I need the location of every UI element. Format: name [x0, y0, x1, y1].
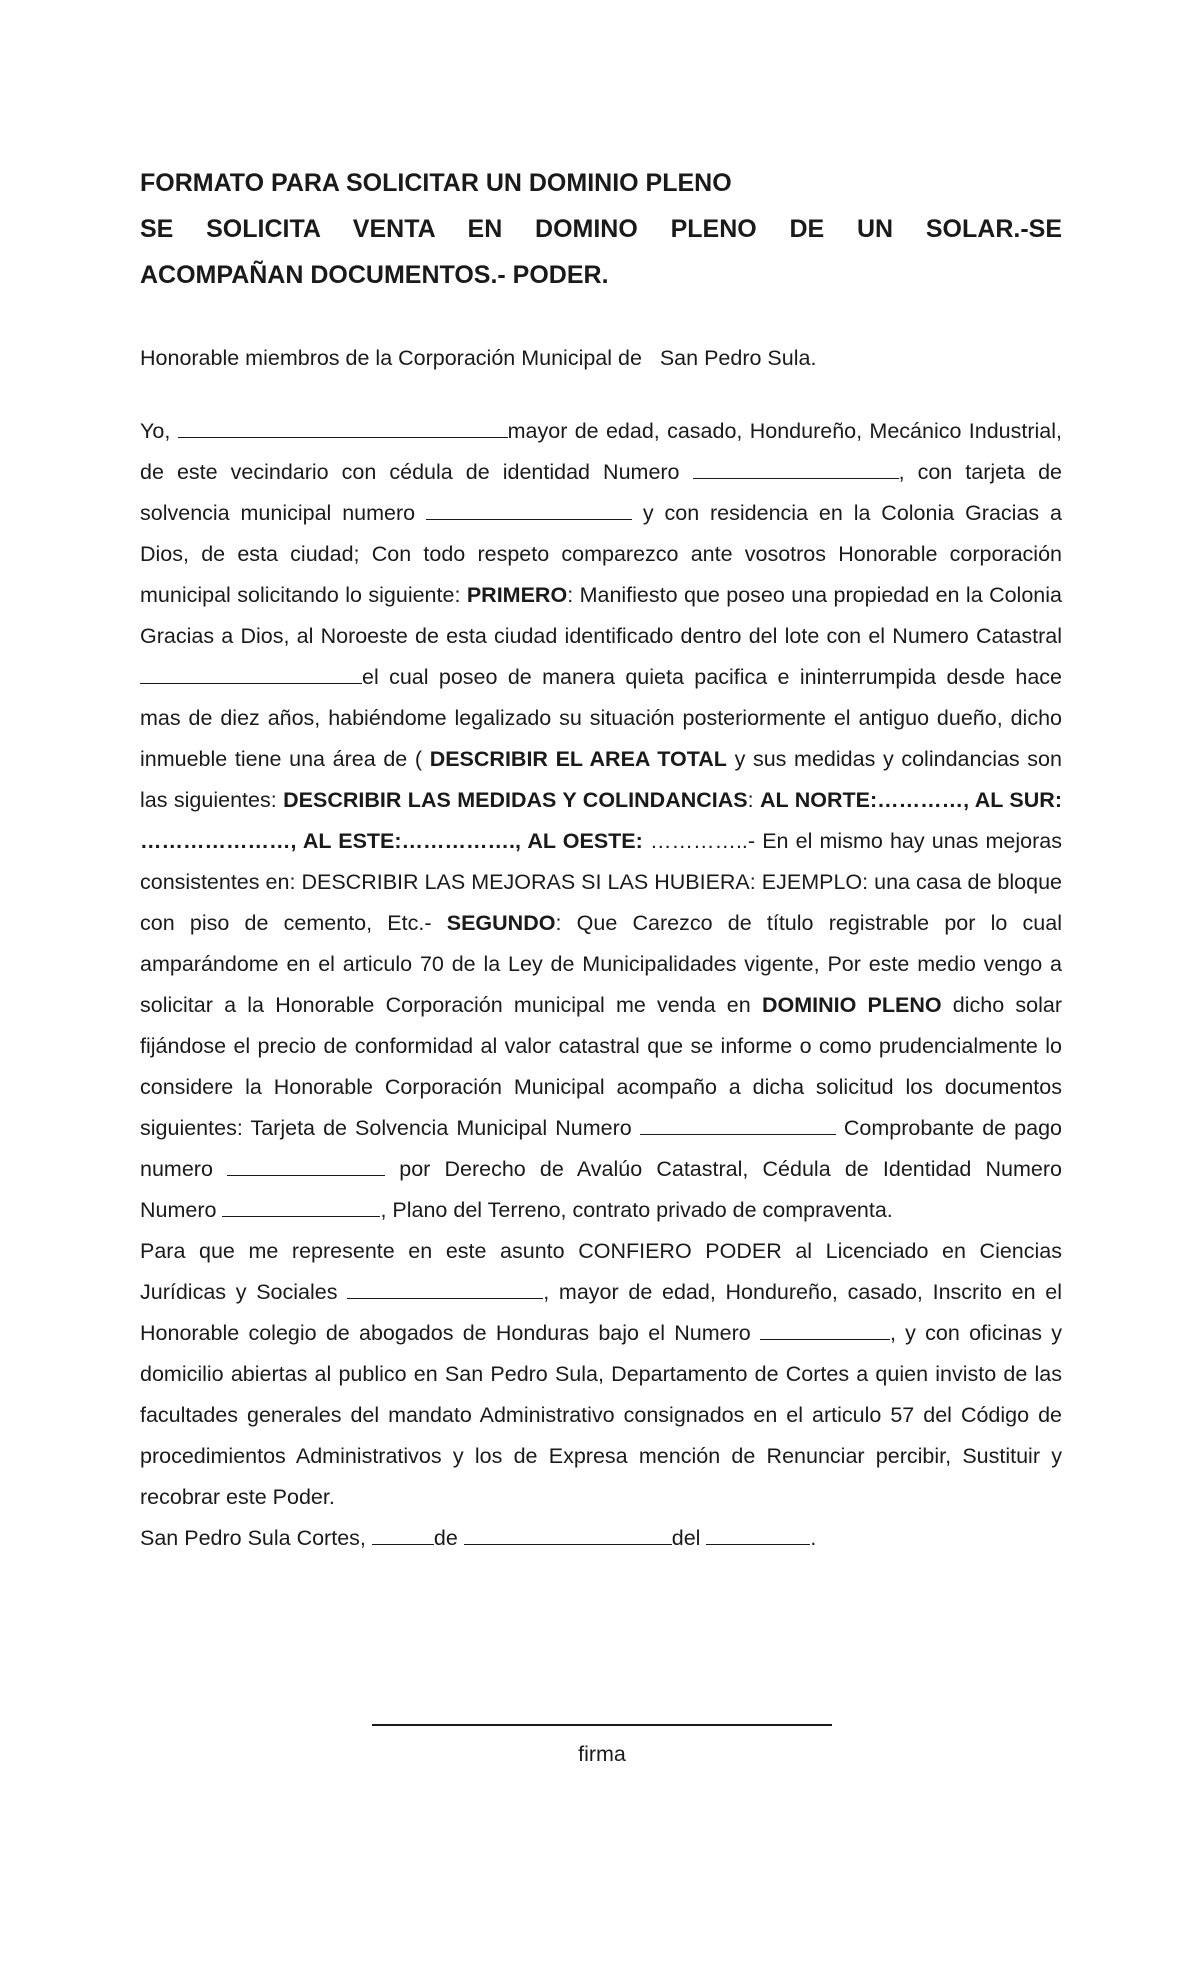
body-text-13: por Derecho de Avalúo Catastral, Cédula de Identidad Numero Numero	[140, 1157, 1063, 1222]
identity-card-number-blank[interactable]	[222, 1198, 380, 1217]
poder-text-2: , mayor de edad, Hondureño, casado, Inscrito en el Honorable colegio de abogados de Honduras bajo el Numero	[140, 1280, 1063, 1345]
dateline-text-1: San Pedro Sula Cortes,	[140, 1526, 372, 1550]
medidas-label: DESCRIBIR LAS MEDIDAS Y COLINDANCIAS	[283, 788, 748, 812]
body-text-11: dicho solar fijándose el precio de conformidad al valor catastral que se informe o como prudencialmente lo considere la Honorable Corporación Municipal acompaño a dicha solicitud los documentos siguientes: Tarjeta de Solvencia Municipal Numero	[140, 993, 1062, 1140]
subtitle-line-1: SE SOLICITA VENTA EN DOMINO PLENO DE UN SOLAR.-SE	[140, 215, 1062, 243]
poder-text-3: , y con oficinas y domicilio abiertas al publico en San Pedro Sula, Departamento de Cortes a quien invisto de las facultades generales del mandato Administrativo consignados en el articulo 57 del Código de procedimientos Administrativos y los de Expresa mención de Renunciar percibir, Sustituir y recobrar este Poder.	[140, 1321, 1062, 1509]
salutation: Honorable miembros de la Corporación Municipal de San Pedro Sula.	[140, 346, 817, 370]
request-paragraph	[140, 411, 1062, 1231]
primero-label: PRIMERO	[466, 583, 568, 607]
subtitle-line-2: ACOMPAÑAN DOCUMENTOS.- PODER.	[140, 261, 609, 289]
document-title: FORMATO PARA SOLICITAR UN DOMINIO PLENO	[140, 169, 732, 197]
year-blank[interactable]	[706, 1526, 810, 1545]
body-text-5: : Manifiesto que poseo una propiedad en la Colonia Gracias a Dios, al Noroeste de esta ciudad identificado dentro del lote con el Numero Catastral	[140, 583, 1062, 648]
dominio-pleno-label: DOMINIO PLENO	[761, 993, 942, 1017]
poder-text-1: Para que me represente en este asunto CONFIERO PODER al Licenciado en Ciencias Jurídicas y Sociales	[140, 1239, 1062, 1304]
body-text-7: y sus medidas y colindancias son las siguientes:	[140, 747, 1062, 812]
body-text-2: mayor de edad, casado, Hondureño, Mecánico Industrial, de este vecindario con cédula de identidad Numero	[140, 419, 1062, 484]
body-text-14: , Plano del Terreno, contrato privado de compraventa.	[380, 1198, 893, 1222]
name-blank[interactable]	[178, 419, 508, 438]
dateline-text-2: de	[433, 1526, 464, 1550]
lawyer-name-blank[interactable]	[347, 1280, 543, 1299]
body-text-1: Yo,	[140, 419, 178, 443]
body-text-10: : Que Carezco de título registrable por lo cual amparándome en el articulo 70 de la Ley de Municipalidades vigente, Por este medio vengo a solicitar a la Honorable Corporación municipal me venda en	[140, 911, 1062, 1017]
solvency-card-number-blank[interactable]	[640, 1116, 836, 1135]
body-text-4: y con residencia en la Colonia Gracias a Dios, de esta ciudad; Con todo respeto comparezco ante vosotros Honorable corporación municipal solicitando lo siguiente:	[140, 501, 1062, 607]
dateline-text-4: .	[810, 1526, 817, 1550]
area-total-label: DESCRIBIR EL AREA TOTAL	[429, 747, 727, 771]
segundo-label: SEGUNDO	[446, 911, 556, 935]
document-page	[140, 160, 1062, 1559]
id-number-blank[interactable]	[693, 460, 899, 479]
signature-block	[372, 1724, 832, 1775]
day-blank[interactable]	[372, 1526, 434, 1545]
solvency-number-blank[interactable]	[426, 501, 632, 520]
body-text-8: :	[747, 788, 761, 812]
dateline-text-3: del	[671, 1526, 707, 1550]
signature-line[interactable]	[372, 1724, 832, 1726]
body-text-12: Comprobante de pago numero	[140, 1116, 1063, 1181]
body-text-9: …………..- En el mismo hay unas mejoras consistentes en: DESCRIBIR LAS MEJORAS SI LAS HUBIERA: EJEMPLO: una casa de bloque con piso de cemento, Etc.-	[140, 829, 1062, 935]
payment-receipt-blank[interactable]	[227, 1157, 385, 1176]
bar-number-blank[interactable]	[760, 1321, 890, 1340]
power-of-attorney-paragraph	[140, 1231, 1062, 1518]
body-text-6: el cual poseo de manera quieta pacifica e ininterrumpida desde hace mas de diez años, habiéndome legalizado su situación posteriormente el antiguo dueño, dicho inmueble tiene una área de (	[140, 665, 1062, 771]
body-text-3: , con tarjeta de solvencia municipal numero	[140, 460, 1062, 525]
document-subtitle	[140, 206, 1062, 298]
cadastral-number-blank[interactable]	[140, 665, 362, 684]
month-blank[interactable]	[464, 1526, 672, 1545]
boundaries-label: AL NORTE:…………, AL SUR: …………………, AL ESTE:……………., AL OESTE:	[140, 788, 1062, 853]
signature-label: firma	[578, 1742, 626, 1766]
date-line	[140, 1518, 1062, 1559]
